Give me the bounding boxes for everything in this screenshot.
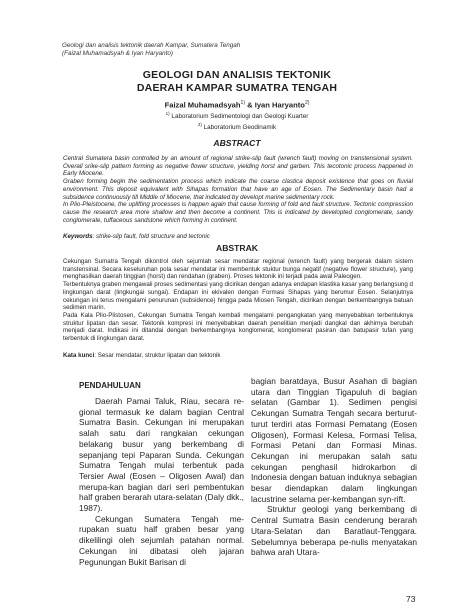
left-paragraph-1: Daerah Pamai Taluk, Riau, secara re-gional termasuk ke dalam bagian Central Sumatra Basin. Cekungan ini merupakan salah satu dari rangkaian cekungan belakang busur yang berkembang di sepanjang tepi Paparan Sunda. Cekungan Sumatra Tengah mulai terbentuk pada Tersier Awal (Eosen – Oligosen Awal) dan merupa-kan bagian dari seri pembentukan half graben berarah utara-selatan (Daly dkk., 1987). [79, 396, 244, 514]
kata-kunci [63, 352, 413, 360]
abstract-heading: ABSTRACT [213, 138, 261, 148]
affiliation-2-marker: 2) [197, 122, 202, 128]
affiliation-1-marker: 1) [165, 111, 170, 116]
affiliations [0, 110, 474, 132]
body-column-right [251, 376, 417, 558]
keywords-text: : strike-slip fault, fold structure and tectonic [92, 233, 210, 240]
author-2-marker: 2) [304, 100, 310, 106]
abstrak-body [63, 258, 413, 343]
abstrak-paragraph-1: Cekungan Sumatra Tengah dikontrol oleh sejumlah sesar mendatar regional (wrench fault) yang bergerak dalam sistem transtensinal. Secara keseluruhan pola sesar mendatar ini membentuk stuktur bunga negatif (negative flower structure), yang menghasilkan daerah tinggian (horst) dan rendahan (graben). Proses tektonik ini terjadi pada awal Paleogen. [63, 258, 413, 281]
left-paragraph-2: Cekungan Sumatera Tengah me-rupakan suatu half graben besar yang dikelilingi oleh sejumlah patahan normal. Cekungan ini dibatasi oleh jajaran Pegunungan Bukit Barisan di [79, 513, 244, 567]
affiliation-2-text: Laboratorium Geodinamik [201, 124, 277, 132]
title-line2: DAERAH KAMPAR SUMATRA TENGAH [136, 82, 338, 94]
keywords [63, 233, 413, 241]
body-column-left [79, 396, 244, 567]
abstract-paragraph-2: Graben forming begin the sedimentation process which indicate the coarse clastica deposit existence that goes on fluvial environment. This deposit equivalent with Sihapas formation that have an age of Eosen. The Sedimentary basin had a subsidence continuously till Middle of Miocene, that indicated by developt marine sedimentary rock. [63, 178, 413, 201]
abstract-paragraph-1: Central Sumatera basin controlled by an amount of regional strike-slip fault (wrench fault) moving on transtensional system. Overall srike-slip pattern forming as negative flower structure, yielding horst and garben. This tecotonic process happened in Early Miocene. [63, 155, 413, 178]
author-1: Faizal Muhamadsyah [164, 100, 241, 110]
author-2: Iyan Haryanto [254, 100, 305, 110]
keywords-label: Keywords [63, 233, 93, 240]
affiliation-1 [0, 110, 474, 121]
title-line1: GEOLOGI DAN ANALISIS TEKTONIK [142, 69, 332, 81]
page-number: 73 [406, 594, 416, 604]
affiliation-1-text: Laboratorium Sedimentologi dan Geologi Kuarter [169, 113, 309, 121]
section-heading-pendahuluan: PENDAHULUAN [79, 381, 141, 390]
running-head-line2: (Faizal Muhamadsyah & Iyan Haryanto) [62, 50, 173, 57]
running-head [62, 42, 240, 58]
affiliation-2 [0, 121, 474, 132]
author-list [0, 100, 474, 110]
abstract-paragraph-3: In Plio-Pleistocene, the uplifting processes is happen again that cause forming of fold and fault structure. Tectonic compression cause the research area more shallow and then become a continent. This is indicated by developted conglomerate, sandy conglomerate, tuffaceous sandstone which forming in continent. [63, 201, 413, 224]
abstrak-paragraph-2: Terbentuknya graben mengawali proses sedimentasi yang dicirikan dengan adanya endapan klastika kasar yang berlangsung d lingkungan darat (lingkungai sungai). Endapan ini ekivalen dengan Formasi Sihapas yang berumur Eosen. Selanjutnya cekungan ini terus mengalami penurunan (subsidence) hingga pada Miosen Tengah, dicirikan dengan berkembangnya batuan sedimen marin. [63, 281, 413, 312]
kata-kunci-text: : Sesar mendatar, struktur lipatan dan tektonik [94, 352, 221, 359]
abstract-body [63, 155, 413, 224]
abstrak-paragraph-3: Pada Kala Plio-Plistosen, Cekungan Sumatra Tengah kembali mengalami pengangkatan yang menyebabkan terbentuknya struktur lipatan dan sesar. Tektonik kompresi ini menyebabkan daerah penelitian menjadi dangkal dan akhirnya berubah menjadi darat. Indikasi ini ditandai dengan berkembangnya konglomerat, konglomerat pasiran dan batupasir tufan yang terbentuk di lingkungan darat. [63, 311, 413, 343]
right-paragraph-1: bagian baratdaya, Busur Asahan di bagian utara dan Tinggian Tigapuluh di bagian selatan (Gambar 1). Sedimen pengisi Cekungan Sumatra Tengah secara berturut-turut terdiri atas Formasi Pematang (Eosen Oligosen), Formasi Kelesa, Formasi Telisa, Formasi Petani dan Formasi Minas. Cekungan ini merupakan salah satu cekungan penghasil hidrokarbon di Indonesia dengan batuan induknya sebagian besar diendapkan dalam lingkungan lacustrine selama per-kembangan syn-rift. [251, 376, 417, 504]
author-1-marker: 1) [240, 100, 245, 106]
abstrak-heading: ABSTRAK [215, 243, 258, 253]
kata-kunci-label: Kata kunci [63, 352, 95, 359]
author-connector: & [245, 100, 255, 110]
right-paragraph-2: Struktur geologi yang berkembang di Central Sumatra Basin cenderung berarah Utara-Selatan dan Baratlaut-Tenggara. Sebelumnya beberapa pe-nulis menyatakan bahwa arah Utara- [251, 504, 417, 558]
paper-title [0, 69, 474, 95]
running-head-line1: Geologi dan analisis tektonik daerah Kampar, Sumatera Tengah [62, 42, 241, 49]
